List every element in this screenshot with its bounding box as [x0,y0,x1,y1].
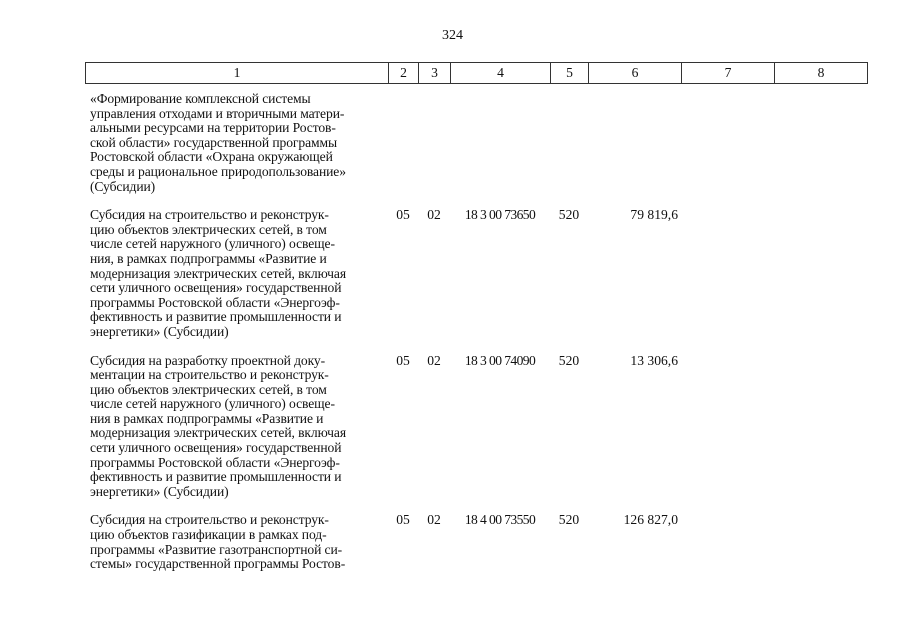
text-line: сети уличного освещения» государственной [90,440,342,456]
header-col-4: 4 [451,63,551,84]
text-line: фективность и развитие промышленности и [90,469,342,485]
table-row [85,352,678,500]
header-col-5: 5 [551,63,589,84]
header-col-3: 3 [419,63,451,84]
text-line: цию объектов газификации в рамках под- [90,527,327,543]
header-col-1: 1 [86,63,389,84]
header-col-7: 7 [682,63,775,84]
text-line: ской области» государственной программы [90,134,338,150]
cell-amount: 79 819,6 [630,207,678,223]
text-line: энергетики» (Субсидии) [90,323,229,339]
text-line: ментации на строительство и реконструк- [90,367,329,383]
text-line: Субсидия на строительство и реконструк- [90,512,329,528]
cell-expense-type: 520 [558,352,580,368]
row-description [85,208,383,339]
text-line: цию объектов электрических сетей, в том [90,381,327,397]
cell-amount: 13 306,6 [630,352,678,368]
row-description [85,354,383,500]
cell-target-article: 18 3 00 74090 [464,352,536,368]
table-body [85,91,678,586]
header-col-6: 6 [589,63,682,84]
row-description [85,513,383,571]
row-description [85,92,383,194]
cell-subsection: 02 [427,512,441,528]
text-line: ния в рамках подпрограммы «Развитие и [90,410,324,426]
text-line: стемы» государственной программы Ростов- [90,556,346,572]
cell-target-article: 18 4 00 73550 [464,512,536,528]
table-row [85,512,678,572]
text-line: «Формирование комплексной системы [90,91,311,106]
cell-section: 05 [396,352,410,368]
cell-amount: 126 827,0 [623,512,678,528]
text-line: Субсидия на строительство и реконструк- [90,207,329,223]
cell-expense-type: 520 [558,512,580,528]
text-line: модернизация электрических сетей, включая [90,265,346,281]
text-line: (Субсидии) [90,178,156,194]
table-row [85,207,678,339]
cell-target-article: 18 3 00 73650 [464,207,536,223]
text-line: энергетики» (Субсидии) [90,483,229,499]
text-line: Ростовской области «Охрана окружающей [90,149,333,165]
cell-subsection: 02 [427,207,441,223]
cell-expense-type: 520 [558,207,580,223]
text-line: сети уличного освещения» государственной [90,280,342,296]
text-line: среды и рациональное природопользование» [90,163,346,179]
text-line: управления отходами и вторичными матери- [90,105,345,121]
text-line: числе сетей наружного (уличного) освеще- [90,236,335,252]
text-line: программы Ростовской области «Энергоэф- [90,294,340,310]
text-line: модернизация электрических сетей, включая [90,425,346,441]
text-line: фективность и развитие промышленности и [90,309,342,325]
cell-section: 05 [396,207,410,223]
page-number: 324 [442,28,463,43]
text-line: числе сетей наружного (уличного) освеще- [90,396,335,412]
cell-subsection: 02 [427,352,441,368]
table-header [85,62,868,84]
text-line: Субсидия на разработку проектной доку- [90,352,326,368]
text-line: программы «Развитие газотранспортной си- [90,541,343,557]
text-line: альными ресурсами на территории Ростов- [90,120,336,136]
cell-section: 05 [396,512,410,528]
text-line: цию объектов электрических сетей, в том [90,221,327,237]
table-row [85,92,383,194]
text-line: программы Ростовской области «Энергоэф- [90,454,340,470]
header-col-8: 8 [775,63,868,84]
text-line: ния, в рамках подпрограммы «Развитие и [90,250,327,266]
header-col-2: 2 [389,63,419,84]
